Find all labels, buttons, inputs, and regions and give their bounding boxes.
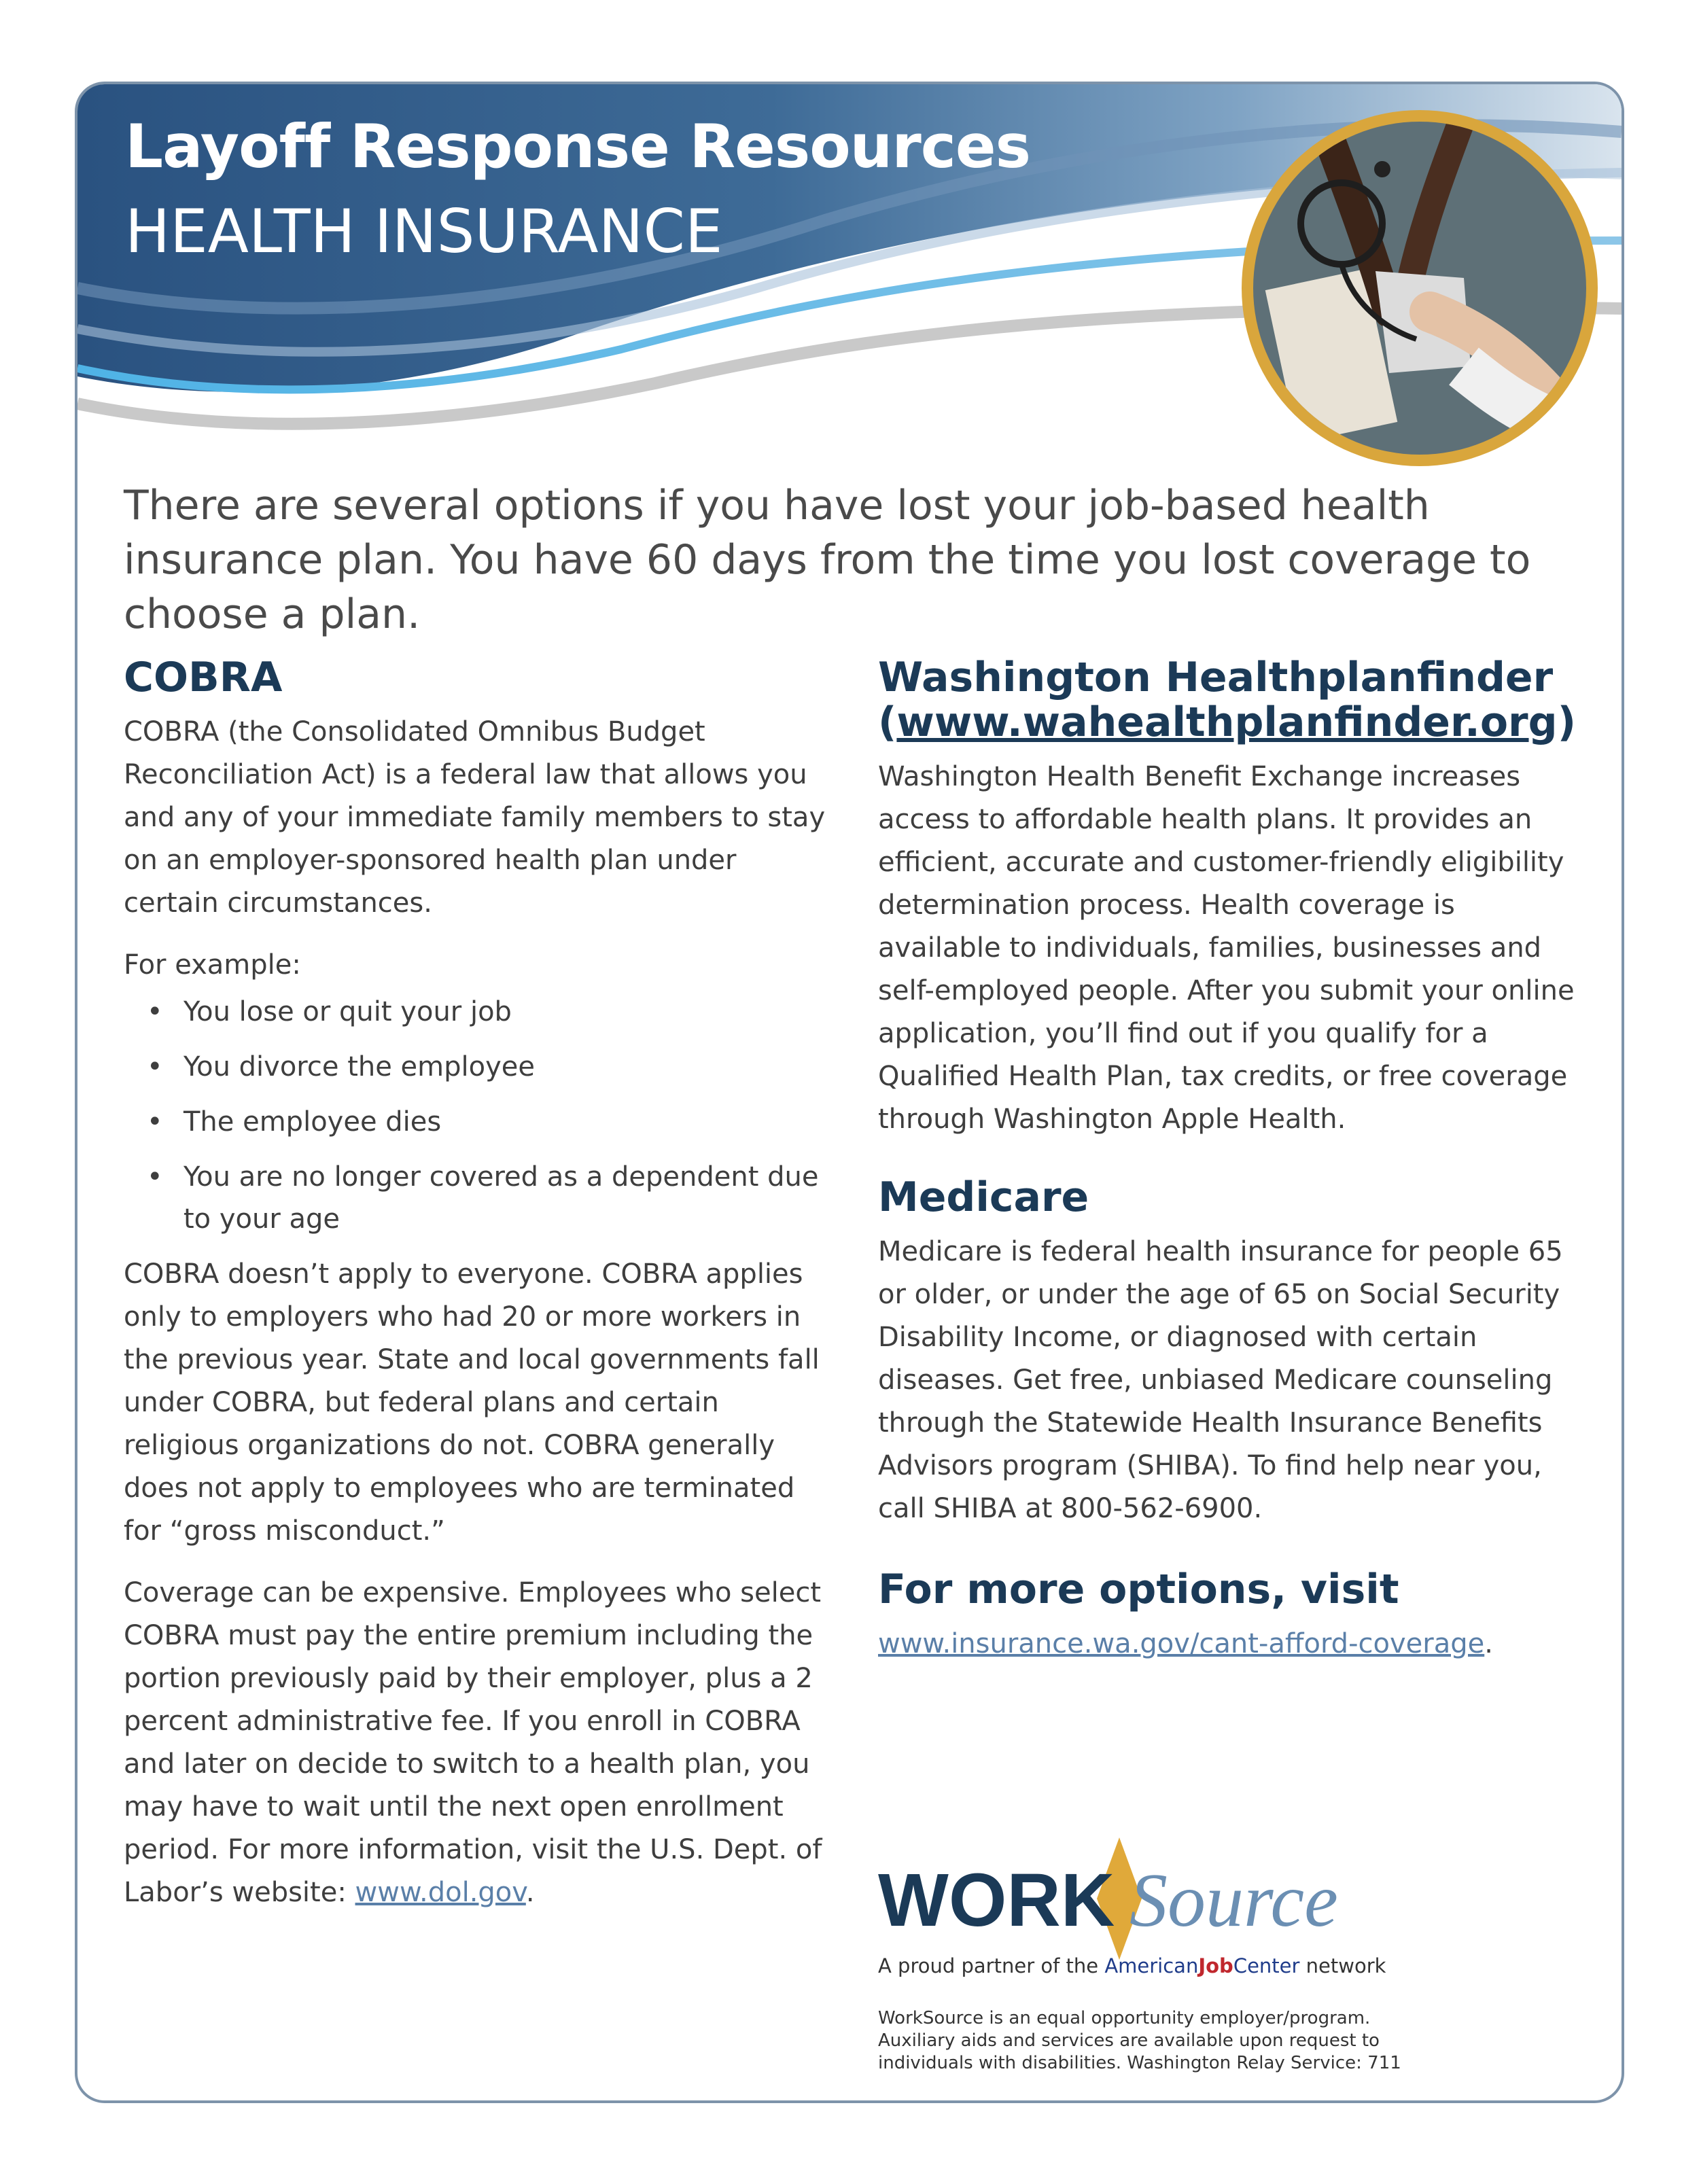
eeo-line: WorkSource is an equal opportunity employer/program. xyxy=(878,2008,1371,2028)
partner-suffix: network xyxy=(1299,1954,1386,1977)
ajc-american: American xyxy=(1104,1954,1199,1977)
page-frame xyxy=(75,82,1624,2103)
eeo-line: Auxiliary aids and services are available upon request to xyxy=(878,2030,1380,2051)
page-title: Layoff Response Resources xyxy=(125,111,1030,181)
example-label: For example: xyxy=(124,949,301,981)
whpf-title: Washington Healthplanfinder xyxy=(878,654,1554,701)
whpf-link[interactable]: www.wahealthplanfinder.org xyxy=(896,699,1558,746)
ajc-center: Center xyxy=(1233,1954,1300,1977)
insurance-link[interactable]: www.insurance.wa.gov/cant-afford-coverage xyxy=(878,1628,1485,1659)
dol-link[interactable]: www.dol.gov xyxy=(355,1877,526,1908)
page-subtitle: HEALTH INSURANCE xyxy=(125,196,723,266)
photo-blood-pressure-check xyxy=(1240,108,1600,468)
cobra-intro: COBRA (the Consolidated Omnibus Budget Reconciliation Act) is a federal law that allows you and any of your immediate family members to stay on an employer-sponsored health plan under certain circumstances. xyxy=(124,716,826,919)
paren-open: ( xyxy=(878,699,897,746)
logo-work: WORK xyxy=(878,1859,1115,1942)
intro-text: There are several options if you have lost your job-based health insurance plan. You have 60 days from the time you lost coverage to choose a plan. xyxy=(124,482,1531,638)
more-options-heading: For more options, visit xyxy=(878,1566,1399,1613)
cobra-cost xyxy=(124,1572,830,1914)
paren-close: ) xyxy=(1557,699,1577,746)
ajc-job: Job xyxy=(1198,1954,1233,1977)
medicare-heading: Medicare xyxy=(878,1174,1089,1221)
logo-source: Source xyxy=(1129,1859,1338,1943)
list-item: • You are no longer covered as a dependent due to your age xyxy=(124,1156,830,1240)
cobra-applicability: COBRA doesn’t apply to everyone. COBRA applies only to employers who had 20 or more workers in the previous year. State and local governments fall under COBRA, but federal plans and certain religious organizations do not. COBRA generally does not apply to employees who are terminated for “gross misconduct.” xyxy=(124,1258,820,1547)
list-item: • You lose or quit your job xyxy=(124,991,830,1033)
medicare-body: Medicare is federal health insurance for people 65 or older, or under the age of 65 on Social Security Disability Income, or diagnosed with certain diseases. Get free, unbiased Medicare counseling through the Statewide Health Insurance Benefits Advisors program (SHIBA). To find help near you, call SHIBA at 800-562-6900. xyxy=(878,1236,1563,1524)
right-column xyxy=(878,655,1585,1666)
period: . xyxy=(1484,1628,1493,1659)
partner-line xyxy=(878,1954,1386,1977)
partner-prefix: A proud partner of the xyxy=(878,1954,1105,1977)
list-item: • You divorce the employee xyxy=(124,1046,830,1088)
whpf-heading xyxy=(878,655,1585,745)
cobra-heading: COBRA xyxy=(124,654,283,701)
cobra-cost-text: Coverage can be expensive. Employees who select COBRA must pay the entire premium including the portion previously paid by their employer, plus a 2 percent administrative fee. If you enroll in COBRA and later on decide to switch to a health plan, you may have to wait until the next open enrollment period. For more information, visit the U.S. Dept. of Labor’s website: xyxy=(124,1577,822,1908)
eeo-line: individuals with disabilities. Washington Relay Service: 711 xyxy=(878,2053,1401,2073)
whpf-body: Washington Health Benefit Exchange increases access to affordable health plans. It provides an efficient, accurate and customer-friendly eligibility determination process. Health coverage is available to individuals, families, businesses and self-employed people. After you submit your online application, you’ll find out if you qualify for a Qualified Health Plan, tax credits, or free coverage through Washington Apple Health. xyxy=(878,761,1575,1135)
list-item: • The employee dies xyxy=(124,1101,830,1143)
more-options-line xyxy=(878,1623,1585,1666)
cobra-column xyxy=(124,655,830,1914)
period: . xyxy=(525,1877,535,1908)
example-list xyxy=(124,991,830,1240)
eeo-statement xyxy=(878,2007,1490,2075)
